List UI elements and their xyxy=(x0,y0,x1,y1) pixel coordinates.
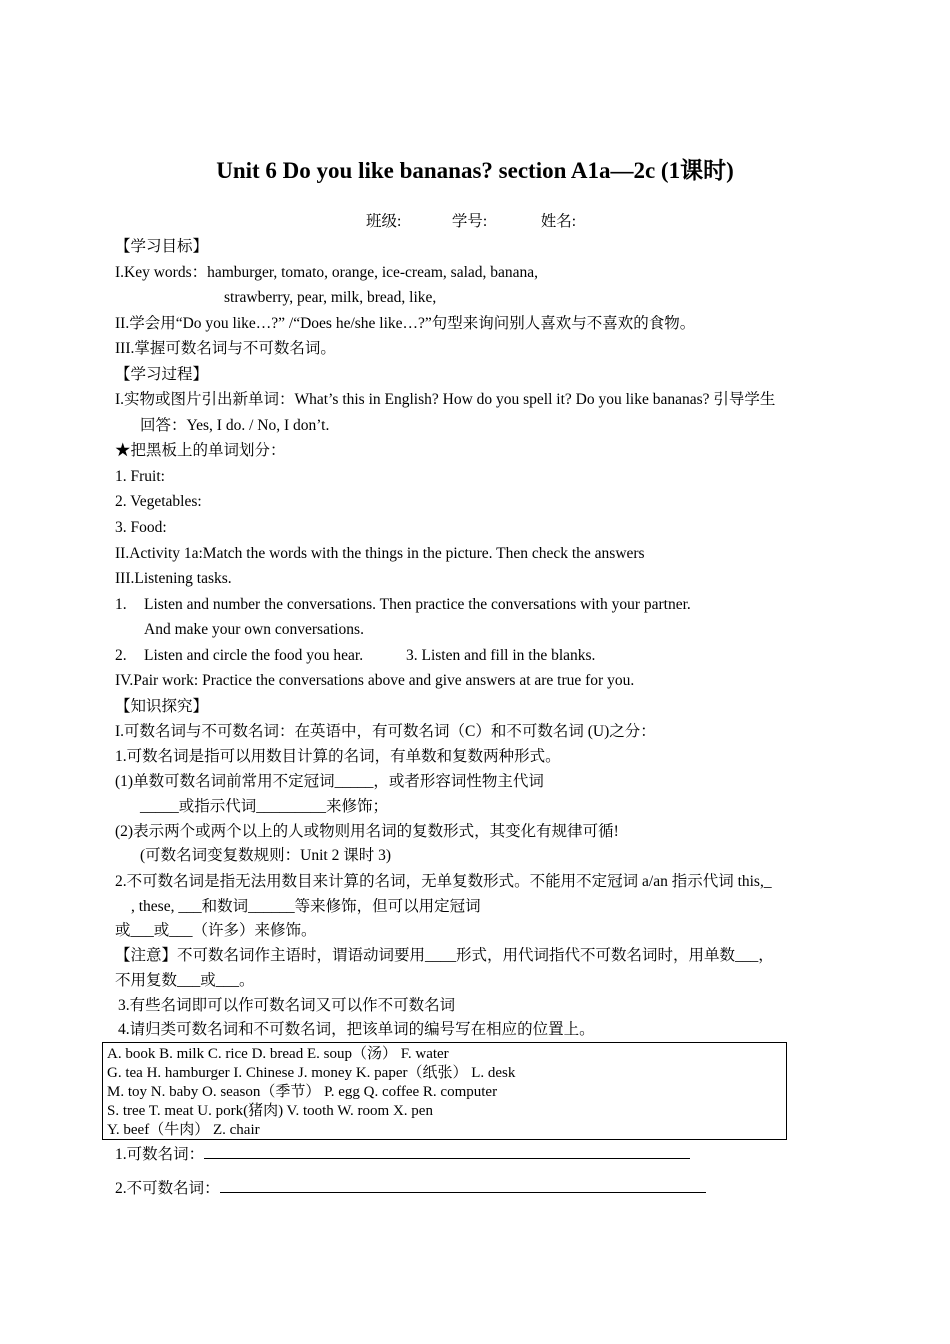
category-vegetables: 2. Vegetables: xyxy=(115,493,202,510)
uncountable-label: 2.不可数名词： xyxy=(115,1180,220,1197)
word-box xyxy=(102,1042,787,1140)
pair-work: IV.Pair work: Practice the conversations above and give answers at are true for you. xyxy=(115,672,635,689)
divide-instruction: ★把黑板上的单词划分： xyxy=(115,442,286,459)
knowledge-6: (可数名词变复数规则：Unit 2 课时 3) xyxy=(140,847,392,864)
word-box-row-5: Y. beef（牛肉） Z. chair xyxy=(107,1122,260,1138)
page-title: Unit 6 Do you like bananas? section A1a—2c (1课时) xyxy=(216,158,734,183)
class-field-label: 班级: xyxy=(366,213,402,230)
goals-heading: 【学习目标】 xyxy=(115,238,209,255)
task-3-text: 3. Listen and fill in the blanks. xyxy=(406,647,596,664)
listening-heading: III.Listening tasks. xyxy=(115,570,232,587)
knowledge-9: 或___或___（许多）来修饰。 xyxy=(115,922,317,939)
category-food: 3. Food: xyxy=(115,519,167,536)
knowledge-11: 不用复数___或___。 xyxy=(115,972,255,989)
knowledge-1: I.可数名词与不可数名词：在英语中，有可数名词（C）和不可数名词 (U)之分： xyxy=(115,723,656,740)
knowledge-13: 4.请归类可数名词和不可数名词，把该单词的编号写在相应的位置上。 xyxy=(118,1021,595,1038)
process-heading: 【学习过程】 xyxy=(115,366,209,383)
uncountable-answer-blank[interactable] xyxy=(220,1178,706,1193)
name-field-label: 姓名: xyxy=(540,213,577,230)
task-1-text-cont: And make your own conversations. xyxy=(144,621,364,638)
knowledge-12: 3.有些名词即可以作可数名词又可以作不可数名词 xyxy=(118,997,456,1014)
word-box-row-3: M. toy N. baby O. season（季节） P. egg Q. coffee R. computer xyxy=(107,1084,498,1100)
uncountable-answer-row xyxy=(115,1178,706,1199)
word-box-row-1: A. book B. milk C. rice D. bread E. soup（汤） F. water xyxy=(107,1046,449,1062)
number-field-label: 学号: xyxy=(451,213,488,230)
knowledge-8: , these, ___和数词______等来修饰，但可以用定冠词 xyxy=(131,898,481,915)
task-2-text: Listen and circle the food you hear. xyxy=(144,647,364,664)
word-box-row-2: G. tea H. hamburger I. Chinese J. money K. paper（纸张） L. desk xyxy=(107,1065,516,1081)
process-step-1a: I.实物或图片引出新单词：What’s this in English? How do you spell it? Do you like bananas? 引导学生 xyxy=(115,391,776,408)
task-1-text: Listen and number the conversations. Then practice the conversations with your partner. xyxy=(144,596,691,613)
key-words-line-1: I.Key words：hamburger, tomato, orange, ice-cream, salad, banana, xyxy=(115,264,539,281)
student-info xyxy=(366,212,576,232)
knowledge-10: 【注意】不可数名词作主语时，谓语动词要用____形式，用代词指代不可数名词时，用单数___， xyxy=(115,947,774,964)
countable-answer-row xyxy=(115,1144,690,1165)
explore-heading: 【知识探究】 xyxy=(115,698,209,715)
knowledge-5: (2)表示两个或两个以上的人或物则用名词的复数形式，其变化有规律可循! xyxy=(115,823,619,840)
knowledge-7: 2.不可数名词是指无法用数目来计算的名词，无单复数形式。不能用不定冠词 a/an 指示代词 this,_ xyxy=(115,873,772,890)
countable-label: 1.可数名词： xyxy=(115,1146,205,1163)
knowledge-3: (1)单数可数名词前常用不定冠词_____，或者形容词性物主代词 xyxy=(115,773,544,790)
goal-3: III.掌握可数名词与不可数名词。 xyxy=(115,340,336,357)
goal-2: II.学会用“Do you like…?” /“Does he/she like…?”句型来询问别人喜欢与不喜欢的食物。 xyxy=(115,315,696,332)
knowledge-2: 1.可数名词是指可以用数目计算的名词，有单数和复数两种形式。 xyxy=(115,748,561,765)
countable-answer-blank[interactable] xyxy=(204,1144,690,1159)
activity-1a: II.Activity 1a:Match the words with the things in the picture. Then check the answers xyxy=(115,545,645,562)
key-words-line-2: strawberry, pear, milk, bread, like, xyxy=(224,289,437,306)
word-box-row-4: S. tree T. meat U. pork(猪肉) V. tooth W. room X. pen xyxy=(107,1103,433,1119)
category-fruit: 1. Fruit: xyxy=(115,468,165,485)
task-2-number: 2. xyxy=(115,647,127,664)
process-step-1b: 回答：Yes, I do. / No, I don’t. xyxy=(140,417,330,434)
task-1-number: 1. xyxy=(115,596,127,613)
knowledge-4: _____或指示代词_________来修饰； xyxy=(140,798,389,815)
